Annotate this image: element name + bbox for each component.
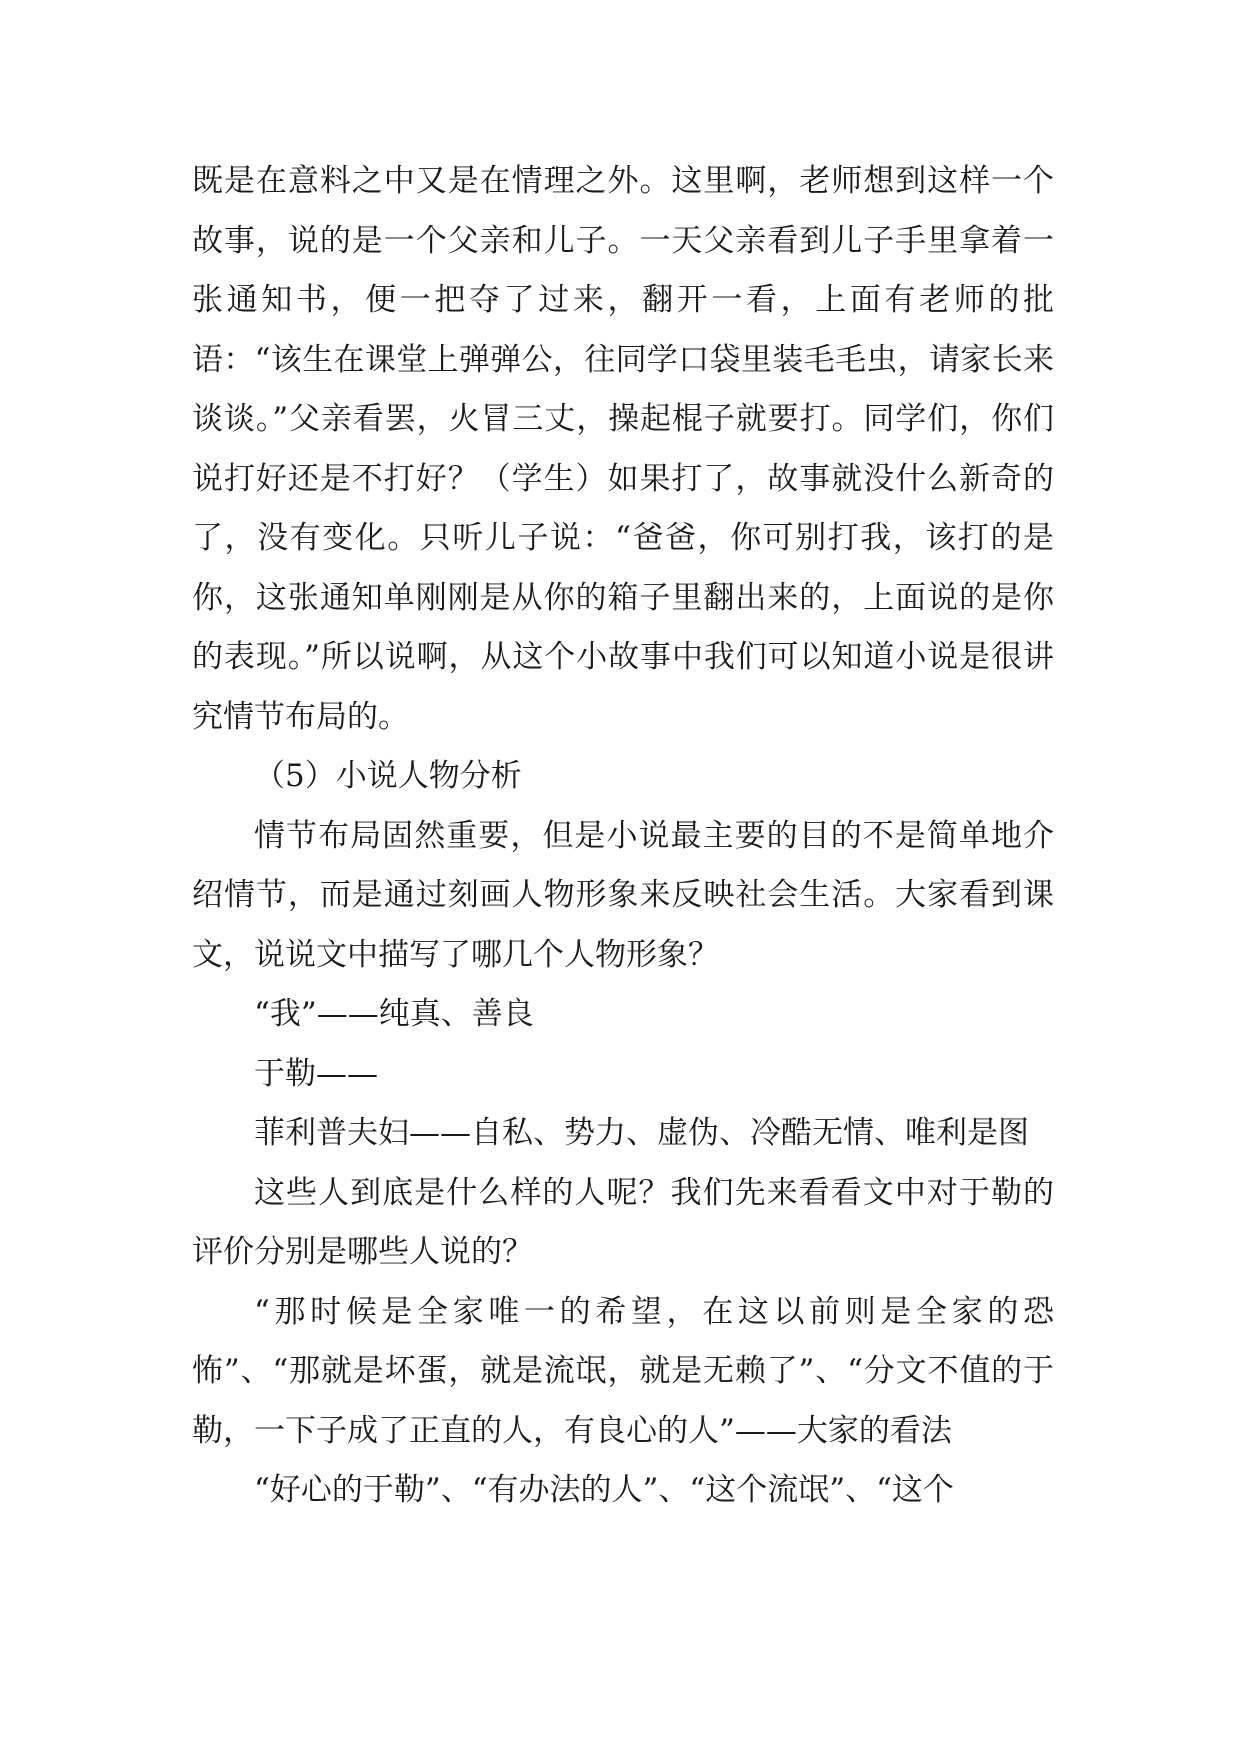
document-page [192,152,1054,1521]
character-line-narrator: “我”——纯真、善良 [254,996,534,1032]
character-line-philippe-couple: 菲利普夫妇——自私、势力、虚伪、冷酷无情、唯利是图 [254,1115,1029,1151]
paragraph-quotes-continued: “好心的于勒”、“有办法的人”、“这个流氓”、“这个 [254,1472,954,1508]
paragraph-story: 既是在意料之中又是在情理之外。这里啊，老师想到这样一个故事，说的是一个父亲和儿子。一天父亲看到儿子手里拿着一张通知书，便一把夺了过来，翻开一看，上面有老师的批语：“该生在课堂上弹弹公，往同学口袋里装毛毛虫，请家长来谈谈。”父亲看罢，火冒三丈，操起棍子就要打。同学们，你们说打好还是不打好？（学生）如果打了，故事就没什么新奇的了，没有变化。只听儿子说：“爸爸，你可别打我，该打的是你，这张通知单刚刚是从你的箱子里翻出来的，上面说的是你的表现。”所以说啊，从这个小故事中我们可以知道小说是很讲究情节布局的。 [192,163,1054,735]
paragraph-character-intro: 情节布局固然重要，但是小说最主要的目的不是简单地介绍情节，而是通过刻画人物形象来反映社会生活。大家看到课文，说说文中描写了哪几个人物形象？ [192,817,1054,973]
section-heading-character-analysis: （5）小说人物分析 [254,758,522,794]
character-line-jules: 于勒—— [254,1055,378,1092]
paragraph-quotes-everyone: “那时候是全家唯一的希望，在这以前则是全家的恐怖”、“那就是坏蛋，就是流氓，就是无赖了”、“分文不值的于勒，一下子成了正直的人，有良心的人”——大家的看法 [192,1293,1054,1449]
paragraph-question: 这些人到底是什么样的人呢？我们先来看看文中对于勒的评价分别是哪些人说的？ [192,1174,1054,1270]
